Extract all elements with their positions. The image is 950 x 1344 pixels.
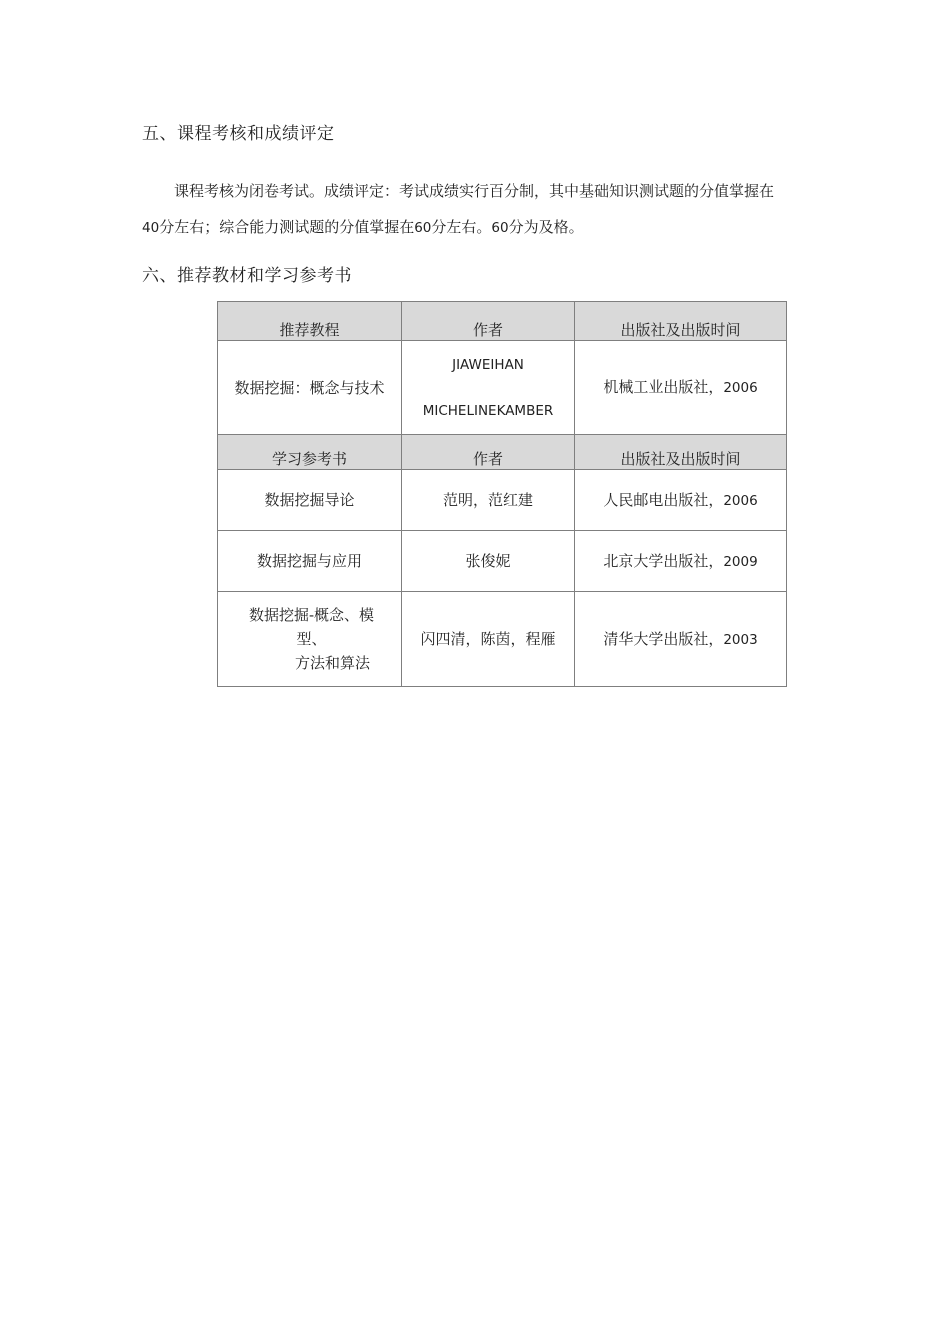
ref-title	[218, 592, 402, 687]
main-book-publisher: 机械工业出版社，2006	[575, 341, 787, 435]
header-author: 作者	[402, 302, 575, 341]
main-book-authors	[402, 341, 575, 435]
ref-publisher: 清华大学出版社，2003	[575, 592, 787, 687]
header-reference-book: 学习参考书	[218, 435, 402, 470]
table-header-row	[218, 302, 787, 341]
header-publisher: 出版社及出版时间	[575, 302, 787, 341]
ref-publisher: 北京大学出版社，2009	[575, 531, 787, 592]
ref-title-line-1: 数据挖掘-概念、模	[248, 606, 375, 624]
section-6-heading: 六、推荐教材和学习参考书	[142, 266, 352, 286]
ref-publisher: 人民邮电出版社，2006	[575, 470, 787, 531]
ref-title: 数据挖掘导论	[218, 470, 402, 531]
ref-author: 范明，范红建	[402, 470, 575, 531]
ref-author: 张俊妮	[402, 531, 575, 592]
main-book-title: 数据挖掘：概念与技术	[218, 341, 402, 435]
ref-title: 数据挖掘与应用	[218, 531, 402, 592]
main-book-author-1: JIAWEIHAN	[452, 356, 524, 373]
main-book-author-2: MICHELINEKAMBER	[422, 402, 554, 419]
assessment-paragraph-line-1: 课程考核为闭卷考试。成绩评定：考试成绩实行百分制，其中基础知识测试题的分值掌握在	[174, 182, 775, 200]
ref-author: 闪四清，陈茵，程雁	[402, 592, 575, 687]
ref-title-line-3: 方法和算法	[294, 654, 370, 672]
textbook-table	[217, 301, 787, 687]
table-subheader-row	[218, 435, 787, 470]
table-row	[218, 470, 787, 531]
table-row	[218, 341, 787, 435]
header-publisher-2: 出版社及出版时间	[575, 435, 787, 470]
header-author-2: 作者	[402, 435, 575, 470]
assessment-paragraph-line-2: 40分左右；综合能力测试题的分值掌握在60分左右。60分为及格。	[142, 218, 584, 236]
header-textbook: 推荐教程	[218, 302, 402, 341]
ref-title-line-2: 型、	[296, 630, 327, 648]
section-5-heading: 五、课程考核和成绩评定	[142, 124, 335, 144]
table-row	[218, 592, 787, 687]
table-row	[218, 531, 787, 592]
